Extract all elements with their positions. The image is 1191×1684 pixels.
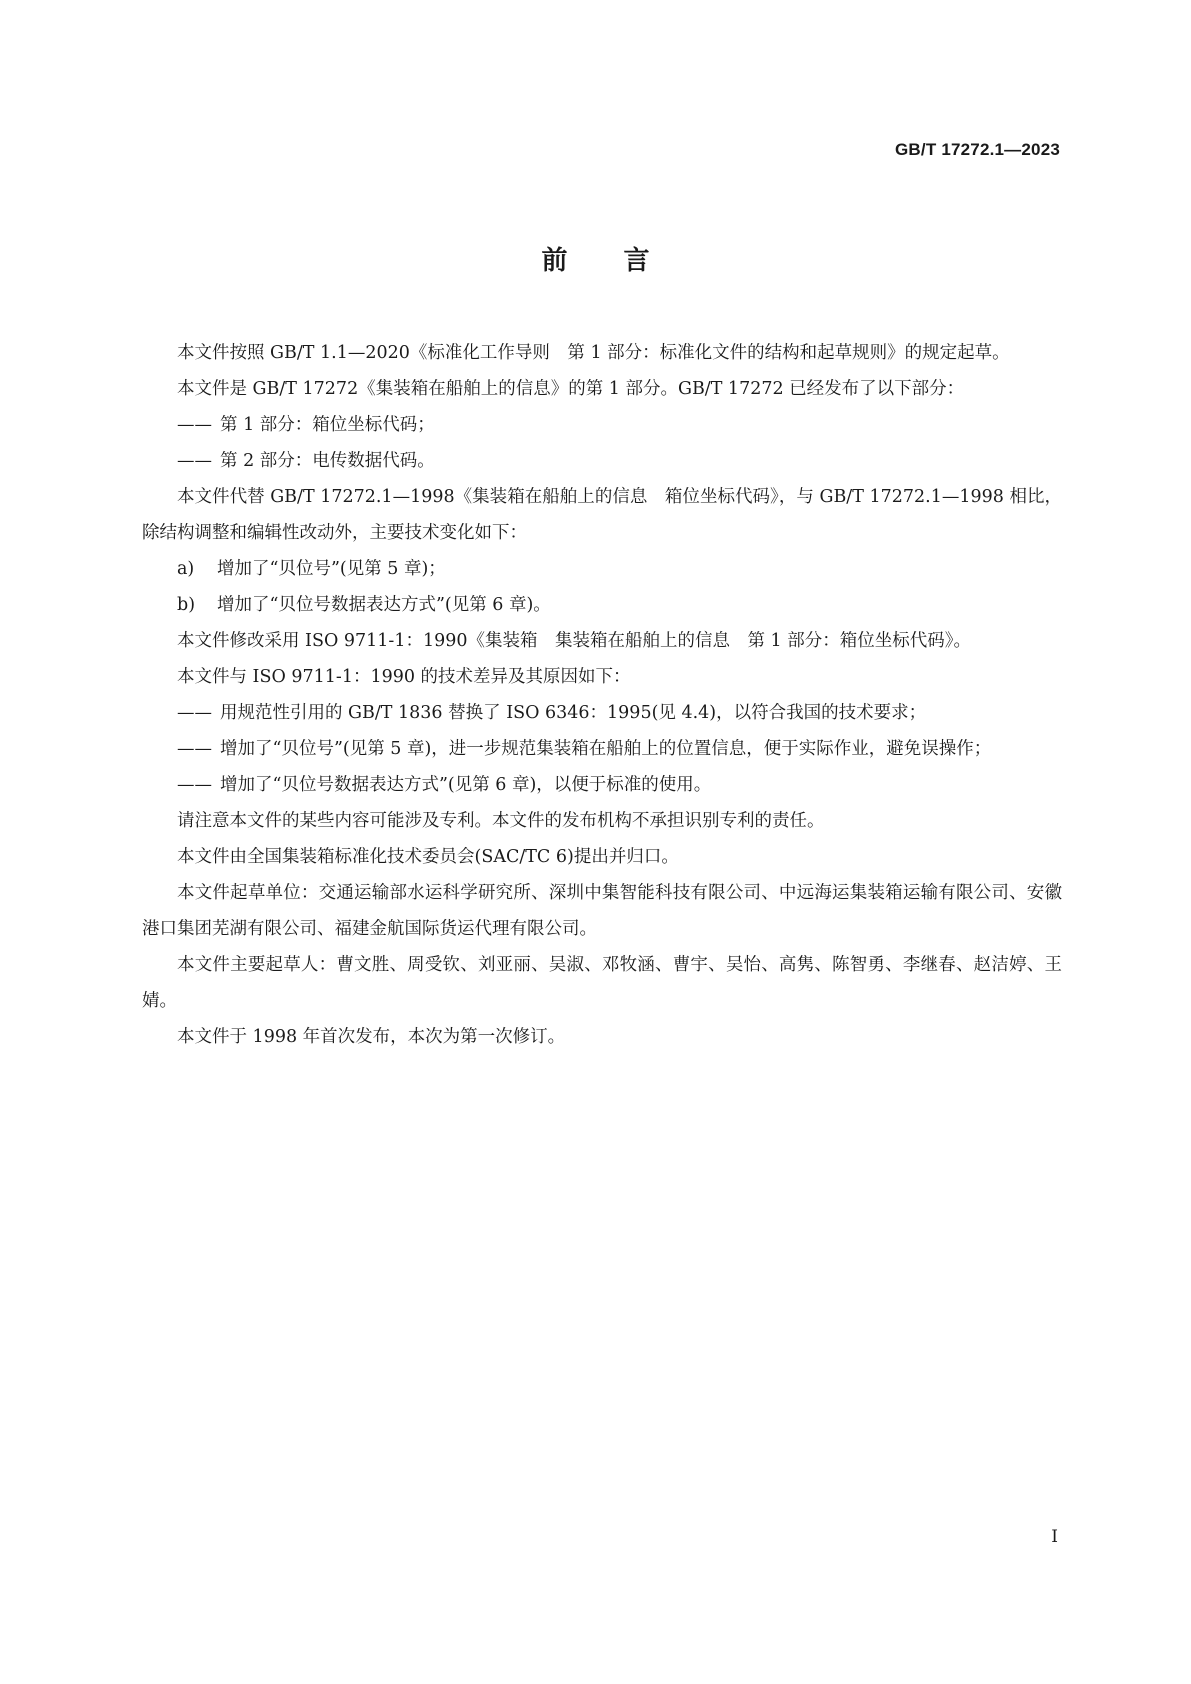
difference-list-item <box>142 695 1062 731</box>
paragraph-revision-history: 本文件于 1998 年首次发布，本次为第一次修订。 <box>177 1027 566 1047</box>
change-list-item <box>142 551 1062 587</box>
page-number: I <box>1051 1527 1058 1547</box>
paragraph-patent-notice: 请注意本文件的某些内容可能涉及专利。本文件的发布机构不承担识别专利的责任。 <box>177 811 825 831</box>
paragraph-replaces: 本文件代替 GB/T 17272.1—1998《集装箱在船舶上的信息 箱位坐标代码》，与 GB/T 17272.1—1998 相比，除结构调整和编辑性改动外，主要技术变化如下： <box>142 487 1062 543</box>
list-marker: a) <box>177 559 195 579</box>
paragraph-drafting-rules: 本文件按照 GB/T 1.1—2020《标准化工作导则 第 1 部分：标准化文件的结构和起草规则》的规定起草。 <box>177 343 1010 363</box>
list-item-text: 增加了“贝位号”(见第 5 章)； <box>217 559 446 579</box>
dash-marker: —— <box>177 775 212 795</box>
list-marker: b) <box>177 595 196 615</box>
dash-marker: —— <box>177 703 212 723</box>
list-item-text: 增加了“贝位号”(见第 5 章)，进一步规范集装箱在船舶上的位置信息，便于实际作业，避免误操作； <box>220 739 992 759</box>
difference-list-item <box>142 731 1062 767</box>
paragraph-drafting-units: 本文件起草单位：交通运输部水运科学研究所、深圳中集智能科技有限公司、中远海运集装箱运输有限公司、安徽港口集团芜湖有限公司、福建金航国际货运代理有限公司。 <box>142 883 1062 939</box>
paragraph-drafters: 本文件主要起草人：曹文胜、周受钦、刘亚丽、吴淑、邓牧涵、曹宇、吴怡、高隽、陈智勇、李继春、赵洁婷、王婧。 <box>142 955 1062 1011</box>
list-item-text: 用规范性引用的 GB/T 1836 替换了 ISO 6346：1995(见 4.4)，以符合我国的技术要求； <box>220 703 927 723</box>
page-title: 前言 <box>541 246 706 276</box>
list-item-text: 增加了“贝位号数据表达方式”(见第 6 章)，以便于标准的使用。 <box>220 775 712 795</box>
paragraph-iso-adoption: 本文件修改采用 ISO 9711-1：1990《集装箱 集装箱在船舶上的信息 第 1 部分：箱位坐标代码》。 <box>177 631 971 651</box>
list-item-text: 增加了“贝位号数据表达方式”(见第 6 章)。 <box>217 595 551 615</box>
foreword-body <box>142 335 1062 1055</box>
difference-list-item <box>142 767 1062 803</box>
standard-number: GB/T 17272.1—2023 <box>895 140 1060 159</box>
change-list-item <box>142 587 1062 623</box>
list-item-text: 第 1 部分：箱位坐标代码； <box>220 415 435 435</box>
list-item-text: 第 2 部分：电传数据代码。 <box>220 451 435 471</box>
parts-list-item <box>142 443 1062 479</box>
paragraph-part-of-series: 本文件是 GB/T 17272《集装箱在船舶上的信息》的第 1 部分。GB/T 17272 已经发布了以下部分： <box>177 379 965 399</box>
dash-marker: —— <box>177 739 212 759</box>
paragraph-proposer: 本文件由全国集装箱标准化技术委员会(SAC/TC 6)提出并归口。 <box>177 847 679 867</box>
dash-marker: —— <box>177 415 212 435</box>
parts-list-item <box>142 407 1062 443</box>
paragraph-differences-intro: 本文件与 ISO 9711-1：1990 的技术差异及其原因如下： <box>177 667 631 687</box>
dash-marker: —— <box>177 451 212 471</box>
